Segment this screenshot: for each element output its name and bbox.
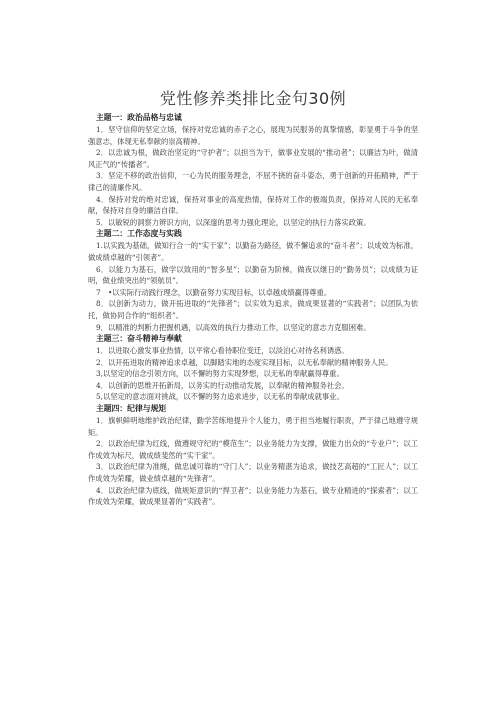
- list-item: 5,以坚定的意志面对挑战，以不懈的努力追求进步，以无私的奉献成就事业。: [96, 392, 344, 402]
- list-item: 3．坚定不移的政治信仰，一心为民的服务理念，不屈不挠的奋斗姿态，勇于创新的开拓精神，严于律己的清廉作风。: [88, 171, 418, 192]
- list-item: 2．以开拓进取的精神追求卓越，以脚踏实地的态度实现目标，以无私奉献的精神服务人民。: [96, 357, 393, 367]
- list-item: 1.以实践为基础，做知行合一的“实干家”；以勤奋为路径，做不懈追求的“奋斗者”；以成效为标准，做成绩卓越的“引领者”。: [88, 241, 418, 262]
- section-discipline-rules: [88, 403, 418, 508]
- list-item: 5．以敏锐的洞察力辨识方向，以深邃的思考力强化理论，以坚定的执行力落实政策。: [96, 217, 371, 227]
- section-heading: 主题一：政治品格与忠诚: [96, 113, 182, 122]
- list-item: 1．以进取心激发事业热情，以平常心看待职位变迁，以淡泊心对待名利诱惑。: [96, 346, 349, 356]
- list-item: 9．以精准的判断力把握机遇，以高效的执行力推动工作，以坚定的意志力克服困难。: [96, 322, 371, 332]
- list-item: 4．保持对党的绝对忠诚，保持对事业的高度热情，保持对工作的极端负责，保持对人民的无私奉献，保持对自身的廉洁自律。: [88, 194, 418, 216]
- list-item: 2．以政治纪律为红线，做遵规守纪的“模范生”；以业务能力为支撑，做能力出众的“专业户”；以工作成效为标尺，做成绩斐然的“实干家”。: [88, 439, 418, 460]
- list-item: 1．坚守信仰的坚定立场，保持对党忠诚的赤子之心，展现为民服务的真挚情感，彰显勇于斗争的坚强意志，体现无私奉献的崇高精神。: [88, 125, 418, 146]
- document-page: [88, 88, 418, 508]
- list-item: 2．以忠诚为根，做政治坚定的“守护者”；以担当为干，做事业发展的“推动者”；以廉洁为叶，做清风正气的“传播者”。: [88, 148, 418, 169]
- list-item: 3．以政治纪律为准绳，做忠诚可靠的“守门人”；以业务精湛为追求，做技艺高超的“工匠人”；以工作成效为荣耀，做业绩卓越的“先锋者”。: [88, 462, 418, 484]
- section-work-attitude: [88, 228, 418, 333]
- document-title: 党性修养类排比金句30例: [159, 89, 347, 108]
- list-item: 3,以坚定的信念引领方向，以不懈的努力实现梦想，以无私的奉献赢得尊重。: [96, 369, 344, 379]
- section-heading: 主题三：奋斗精神与奉献: [96, 334, 182, 344]
- list-item: 6．以能力为基石，做学以致用的“智多星”；以勤奋为阶梯，做夜以继日的“勤务员”；以成绩为证明，做业绩突出的“领航员”。: [88, 264, 418, 286]
- list-item: 1．旗帜鲜明地维护政治纪律，勤学苦练地提升个人能力，勇于担当地履行职责，严于律己地遵守规矩。: [88, 416, 418, 437]
- section-striving-dedication: [88, 333, 418, 403]
- section-heading: 主题二：工作态度与实践: [96, 229, 182, 239]
- section-political-loyalty: [88, 112, 418, 228]
- list-item: 4．以政治纪律为底线，做规矩意识的“捍卫者”；以业务能力为基石，做专业精进的“探索者”；以工作成效为荣耀，做成果显著的“实践者”。: [88, 485, 418, 507]
- section-heading: 主题四：纪律与规矩: [96, 404, 167, 414]
- list-item: 8．以创新为动力，做开拓进取的“先锋者”；以实效为追求，做成果显著的“实践者”；以团队为依托，做协同合作的“组织者”。: [88, 299, 418, 320]
- list-item: 4．以创新的思维开拓新局，以务实的行动推动发展，以奉献的精神服务社会。: [96, 380, 349, 390]
- list-item: 7 •以实际行动践行理念，以勤奋努力实现目标，以卓越成绩赢得尊重。: [96, 287, 332, 297]
